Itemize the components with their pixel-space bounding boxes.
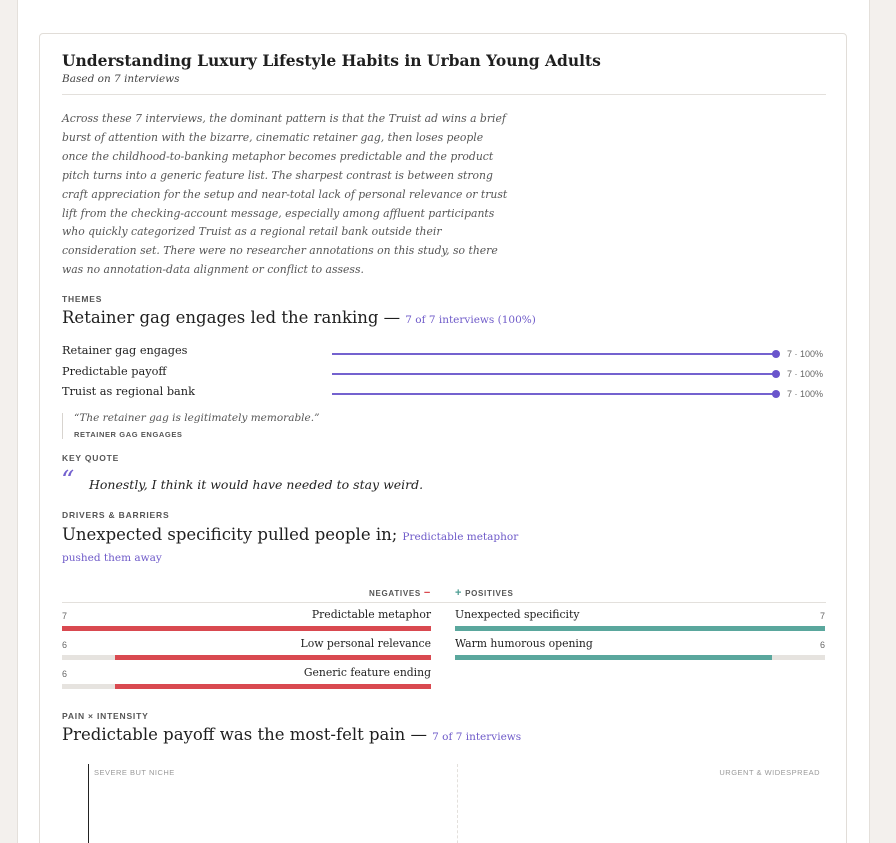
header-divider — [62, 94, 826, 95]
theme-bar — [332, 393, 776, 395]
pain-heading — [62, 725, 521, 744]
report-subtitle: Based on 7 interviews — [62, 73, 180, 85]
negative-label: Generic feature ending — [303, 666, 431, 679]
theme-quote: “The retainer gag is legitimately memorable.” — [74, 412, 320, 424]
theme-quote-tag: RETAINER GAG ENGAGES — [74, 430, 183, 439]
positives-header — [455, 587, 514, 599]
negative-label: Predictable metaphor — [311, 608, 431, 621]
theme-bar-dot — [772, 370, 780, 378]
negatives-header — [340, 587, 431, 599]
pain-chart-midline — [457, 764, 458, 843]
quadrant-label-left: SEVERE BUT NICHE — [94, 768, 175, 777]
positive-count: 6 — [819, 640, 825, 650]
drivers-eyebrow: DRIVERS & BARRIERS — [62, 510, 170, 520]
key-quote-text: Honestly, I think it would have needed to stay weird. — [89, 477, 424, 492]
negative-bar — [115, 684, 431, 689]
theme-bar-dot — [772, 390, 780, 398]
summary-text: Across these 7 interviews, the dominant pattern is that the Truist ad wins a brief burst of attention with the bizarre, cinematic retainer gag, then loses people once the childhood-to-banking metaphor becomes predictable and the product pitch turns into a generic feature list. The sharpest contrast is between strong craft appreciation for the setup and near-total lack of personal relevance or trust lift from the checking-account message, especially among affluent participants who quickly categorized Truist as a regional retail bank outside their consideration set. There were no researcher annotations on this study, so there was no annotation-data alignment or conflict to assess. — [62, 112, 508, 277]
key-quote-eyebrow: KEY QUOTE — [62, 453, 120, 463]
pain-eyebrow: PAIN × INTENSITY — [62, 711, 149, 721]
theme-count: 7 · 100% — [787, 389, 824, 399]
pain-headline-stat: 7 of 7 interviews — [432, 731, 522, 743]
themes-headline-stat: 7 of 7 interviews (100%) — [405, 314, 536, 326]
theme-count: 7 · 100% — [787, 349, 824, 359]
theme-bar — [332, 373, 776, 375]
negative-label: Low personal relevance — [300, 637, 431, 650]
quadrant-label-right: URGENT & WIDESPREAD — [719, 768, 820, 777]
theme-bar-dot — [772, 350, 780, 358]
positive-track — [455, 655, 825, 660]
negative-track — [62, 626, 431, 631]
negative-bar — [115, 655, 431, 660]
negative-count: 6 — [62, 640, 68, 650]
negative-track — [62, 684, 431, 689]
pain-chart-y-axis — [88, 764, 89, 843]
plus-icon: + — [455, 587, 463, 599]
drivers-headline: Unexpected specificity pulled people in; — [62, 525, 398, 544]
negative-bar — [62, 626, 431, 631]
report-card — [39, 33, 847, 843]
theme-bar — [332, 353, 776, 355]
theme-label: Predictable payoff — [62, 365, 167, 378]
drivers-heading — [62, 525, 518, 544]
positive-bar — [455, 655, 772, 660]
positive-label: Warm humorous opening — [455, 637, 593, 650]
themes-eyebrow: THEMES — [62, 294, 103, 304]
report-title: Understanding Luxury Lifestyle Habits in Urban Young Adults — [62, 51, 601, 70]
pain-headline: Predictable payoff was the most-felt pain — — [62, 725, 428, 744]
negative-count: 7 — [62, 611, 68, 621]
themes-heading — [62, 308, 536, 327]
themes-headline: Retainer gag engages led the ranking — — [62, 308, 401, 327]
negative-track — [62, 655, 431, 660]
theme-label: Truist as regional bank — [62, 385, 195, 398]
positive-bar — [455, 626, 825, 631]
drivers-headline-accent-cont: pushed them away — [62, 552, 162, 564]
negatives-label: NEGATIVES — [369, 589, 421, 598]
theme-count: 7 · 100% — [787, 369, 824, 379]
quote-rule — [62, 413, 63, 439]
drivers-divider — [62, 602, 826, 603]
negative-count: 6 — [62, 669, 68, 679]
positives-label: POSITIVES — [465, 589, 514, 598]
positive-track — [455, 626, 825, 631]
quote-mark-icon: “ — [61, 466, 75, 496]
positive-label: Unexpected specificity — [455, 608, 580, 621]
drivers-headline-accent: Predictable metaphor — [402, 531, 519, 543]
theme-label: Retainer gag engages — [62, 344, 188, 357]
minus-icon: − — [423, 587, 431, 599]
positive-count: 7 — [819, 611, 825, 621]
